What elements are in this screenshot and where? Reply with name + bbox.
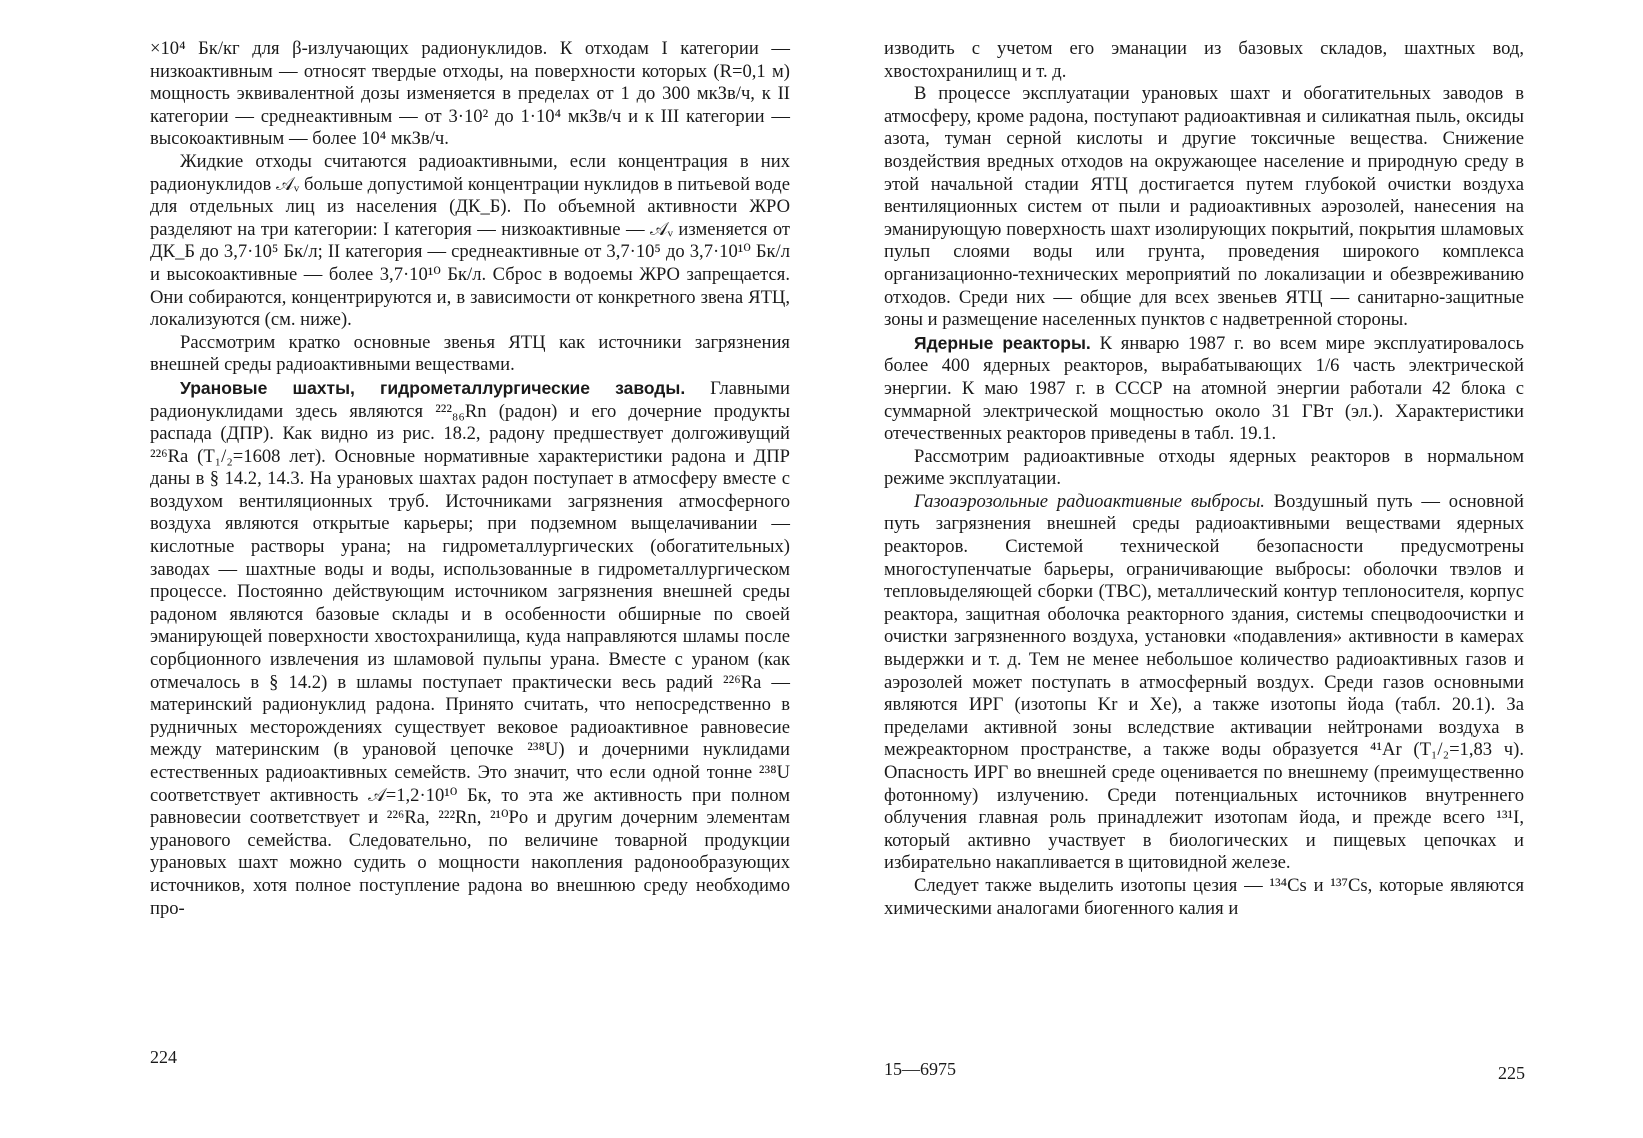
- paragraph-text: ×10⁴ Бк/кг для β-излучающих радионуклидов. К отходам I категории — низкоактивным — относят твердые отходы, на поверхности которых (R=0,1 м) мощность эквивалентной дозы изменяется в пределах от 1 до 300 мкЗв/ч, к II категории — среднеактивным — от 3·10² до 1·10⁴ мкЗв/ч и к III категории — высокоактивным — более 10⁴ мкЗв/ч.: [150, 38, 790, 150]
- paragraph-text: Воздушный путь — основной путь загрязнения внешней среды радиоактивными веществами ядерных реакторов. Системой технической безопасности предусмотрены многоступенчатые барьеры, ограничивающие выбросы: оболочки твэлов и тепловыделяющей сборки (ТВС), металлический контур теплоносителя, корпус реактора, защитная оболочка реакторного здания, системы спецводоочистки и очистки загрязненного воздуха, установки «подавления» активности в камерах выдержки и т. д. Тем не менее небольшое количество радиоактивных газов и аэрозолей может поступать в атмосферный воздух. Среди газов основными являются ИРГ (изотопы Kr и Xe), а также изотопы йода (табл. 20.1). За пределами активной зоны вследствие активации нейтронами воздуха в межреакторном пространстве, а также воды образуется ⁴¹Ar (T₁/₂=1,83 ч). Опасность ИРГ во внешней среде оценивается по внешнему (преимущественно фотонному) излучению. Среди потенциальных источников внутреннего облучения главная роль принадлежит изотопам йода, и прежде всего ¹³¹I, который активно участвует в биологических и пищевых цепочках и избирательно накапливается в щитовидной железе.: [884, 490, 1524, 874]
- paragraph: [884, 83, 1524, 332]
- paragraph: [884, 491, 1524, 875]
- subsection-heading: Газоаэрозольные радиоактивные выбросы.: [914, 490, 1265, 512]
- paragraph-text: Жидкие отходы считаются радиоактивными, если концентрация в них радионуклидов 𝒜ᵥ больше допустимой концентрации нуклидов в питьевой воде для отдельных лиц из населения (ДК_Б). По объемной активности ЖРО разделяют на три категории: I категория — низкоактивные — 𝒜ᵥ изменяется от ДК_Б до 3,7·10⁵ Бк/л; II категория — среднеактивные от 3,7·10⁵ до 3,7·10¹⁰ Бк/л и высокоактивные — более 3,7·10¹⁰ Бк/л. Сброс в водоемы ЖРО запрещается. Они собираются, концентрируются и, в зависимости от конкретного звена ЯТЦ, локализуются (см. ниже).: [150, 150, 790, 331]
- paragraph-text: В процессе эксплуатации урановых шахт и обогатительных заводов в атмосферу, кроме радона, поступают радиоактивная и силикатная пыль, оксиды азота, туман серной кислоты и другие токсичные вещества. Снижение воздействия вредных отходов на окружающее население и природную среду в этой начальной стадии ЯТЦ достигается путем глубокой очистки воздуха вентиляционных систем от пыли и радиоактивных аэрозолей, нанесения на эманирующую поверхность шахт изолирующих покрытий, покрытия шламовых пульп слоями воды или грунта, проведения широкого комплекса организационно-технических мероприятий по локализации и обезвреживанию отходов. Среди них — общие для всех звеньев ЯТЦ — санитарно-защитные зоны и размещение населенных пунктов с надветренной стороны.: [884, 83, 1524, 331]
- printer-signature: 15—6975: [884, 1059, 956, 1079]
- paragraph-text: изводить с учетом его эманации из базовых складов, шахтных вод, хвостохранилищ и т. д.: [884, 38, 1524, 82]
- paragraph: [884, 38, 1524, 83]
- page-number-left: 224: [150, 1047, 177, 1067]
- paragraph-text: Главными радионуклидами здесь являются ²²²₈₆Rn (радон) и его дочерние продукты распада (ДПР). Как видно из рис. 18.2, радону предшествует долгоживущий ²²⁶Ra (T₁/₂=1608 лет). Основные нормативные характеристики радона и ДПР даны в § 14.2, 14.3. На урановых шахтах радон поступает в атмосферу вместе с воздухом вентиляционных труб. Источниками загрязнения атмосферного воздуха являются открытые карьеры; при подземном выщелачивании — кислотные растворы урана; на гидрометаллургических (обогатительных) заводах — шахтные воды и воды, использованные в гидрометаллургическом процессе. Постоянно действующим источником загрязнения внешней среды радоном являются базовые склады и в особенности обширные по своей эманирующей поверхности хвостохранилища, куда направляются шламы после сорбционного извлечения из шламовой пульпы урана. Вместе с ураном (как отмечалось в § 14.2) в шламы поступает практически весь радий ²²⁶Ra — материнский радионуклид радона. Принято считать, что непосредственно в рудничных месторождениях существует вековое радиоактивное равновесие между материнским (в урановой цепочке ²³⁸U) и дочерними нуклидами естественных радиоактивных семейств. Это значит, что если одной тонне ²³⁸U соответствует активность 𝒜=1,2·10¹⁰ Бк, то эта же активность при полном равновесии соответствует и ²²⁶Ra, ²²²Rn, ²¹⁰Po и другим дочерним элементам уранового семейства. Следовательно, по величине товарной продукции урановых шахт можно судить о мощности накопления радонообразующих источников, хотя полное поступление радона во внешнюю среду необходимо про-: [150, 377, 790, 919]
- paragraph: [884, 332, 1524, 446]
- paragraph-text: Следует также выделить изотопы цезия — ¹³⁴Cs и ¹³⁷Cs, которые являются химическими аналогами биогенного калия и: [884, 874, 1524, 919]
- paragraph: [150, 151, 790, 332]
- paragraph: [150, 377, 790, 920]
- page-number-right: 225: [1498, 1063, 1525, 1083]
- paragraph-text: Рассмотрим радиоактивные отходы ядерных реакторов в нормальном режиме эксплуатации.: [884, 445, 1524, 490]
- left-page-body: [150, 38, 790, 920]
- paragraph: [884, 875, 1524, 920]
- paragraph: [884, 446, 1524, 491]
- paragraph: [150, 38, 790, 151]
- section-heading: Ядерные реакторы.: [914, 332, 1091, 353]
- paragraph: [150, 332, 790, 377]
- right-page: [884, 38, 1524, 920]
- paragraph-text: К январю 1987 г. во всем мире эксплуатировалось более 400 ядерных реакторов, вырабатывающих 1/6 часть электрической энергии. К маю 1987 г. в СССР на атомной энергии работали 42 блока с суммарной электрической мощностью около 31 ГВт (эл.). Характеристики отечественных реакторов приведены в табл. 19.1.: [884, 332, 1524, 445]
- paragraph-text: Рассмотрим кратко основные звенья ЯТЦ как источники загрязнения внешней среды радиоактивными веществами.: [150, 331, 790, 376]
- section-heading: Урановые шахты, гидрометаллургические заводы.: [180, 377, 686, 398]
- left-page: [150, 38, 790, 920]
- right-page-body: [884, 38, 1524, 920]
